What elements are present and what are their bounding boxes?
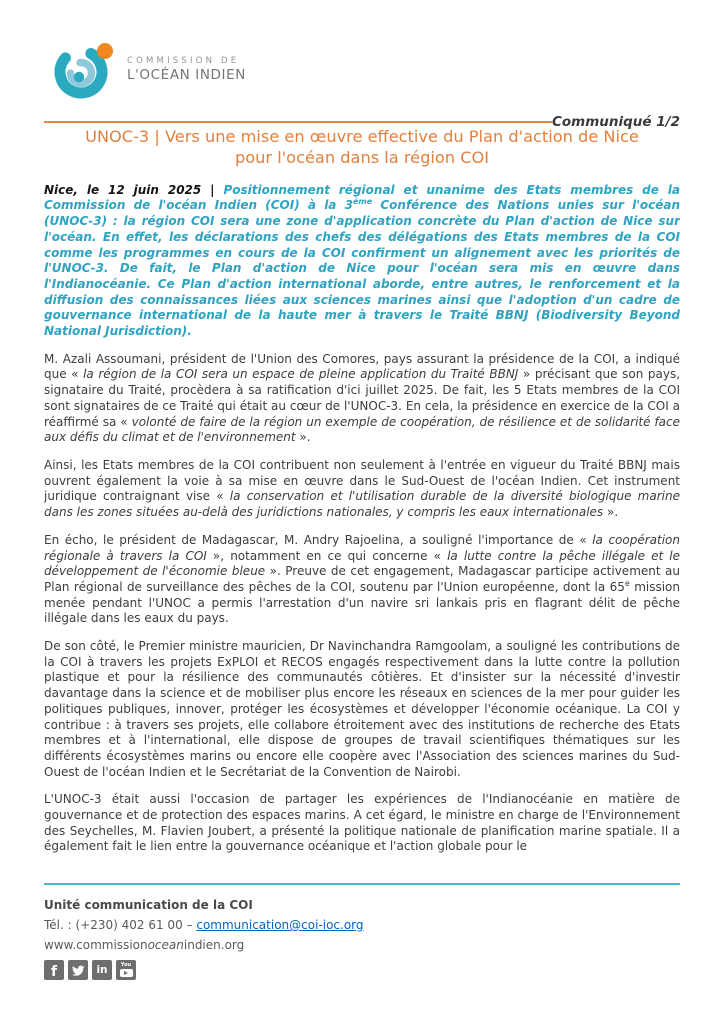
- body-paragraph: [44, 792, 680, 855]
- facebook-icon[interactable]: f: [44, 960, 64, 980]
- doc-label-text: Communiqué: [551, 114, 652, 130]
- text-segment: volonté de faire de la région un exemple de coopération, de résilience et de solidarité face aux défis du climat et de l'environnement: [44, 414, 680, 445]
- lead-sup: ème: [352, 197, 373, 207]
- text-segment: la conservation et l'utilisation durable de la diversité biologique marine dans les zones situées au-delà des juridictions nationales, y compris les eaux internationales: [44, 489, 680, 520]
- text-segment: mission menée pendant l'UNOC a permis l'arrestation d'un navire sri lankais pris en flagrant délit de pêche illégale dans les eaux du pays.: [44, 579, 680, 626]
- website-url-post: indien.org: [183, 938, 245, 952]
- website-url-italic: ocean: [147, 938, 184, 952]
- lead-text-before-sup: Positionnement régional et unanime des Etats membres de la Commission de l'océan Indien (COI) à la 3: [44, 182, 680, 213]
- body-paragraph: [44, 533, 680, 627]
- text-segment: ». Preuve de cet engagement, Madagascar participe activement au Plan régional de surveillance des pêches de la COI, soutenu par l'Union européenne, dont la 65: [44, 564, 680, 594]
- footer-website-line: [44, 938, 680, 952]
- text-segment: En écho, le président de Madagascar, M. Andry Rajoelina, a souligné l'importance de «: [44, 532, 593, 547]
- page-title-line2: pour l'océan dans la région COI: [234, 148, 490, 168]
- body: [44, 352, 680, 855]
- text-segment: De son côté, le Premier ministre mauricien, Dr Navinchandra Ramgoolam, a souligné les contributions de la COI à travers les projets ExPLOI et RECOS engagés respectivement dans la lutte contre la pollution plastique et pour la résilience des communautés côtières. Et d'insister sur la nécessité d'investir davantage dans la science et de mobiliser plus encore les réseaux en sciences de la mer pour guider les politiques publiques, innover, protéger les écosystèmes et développer l'économie océanique. La COI y contribue : à travers ses projets, elle collabore étroitement avec des institutions de recherche des Etats membres et à l'international, elle dispose de groupes de travail scientifiques thématiques sur les différents écosystèmes marins ou encore elle coopère avec l'Association des sciences marines du Sud-Ouest de l'océan Indien et le Secrétariat de la Convention de Nairobi.: [44, 639, 680, 779]
- youtube-icon-art: [120, 963, 133, 977]
- document-body-column: [44, 126, 680, 882]
- text-segment: la lutte contre la pêche illégale et le développement de l'économie bleue: [44, 548, 680, 579]
- twitter-icon[interactable]: [68, 960, 88, 980]
- header-divider: [44, 121, 552, 123]
- lead-paragraph: [44, 183, 680, 340]
- text-segment: e: [624, 578, 630, 588]
- coi-logo: [54, 40, 724, 100]
- page-title: [44, 126, 680, 169]
- text-segment: ».: [603, 505, 619, 520]
- footer-contact-line: [44, 918, 680, 932]
- text-segment: » précisant que son pays, signataire du Traité, procèdera à sa ratification d'ici juillet 2025. De fait, les 5 Etats membres de la COI sont signataires de ce Traité qui était au cœur de l'UNOC-3. En cela, la présidence en exercice de la COI a réaffirmé sa «: [44, 367, 680, 429]
- footer: [44, 883, 680, 980]
- linkedin-icon[interactable]: in: [92, 960, 112, 980]
- header: [0, 0, 724, 130]
- youtube-you-text: You: [120, 962, 132, 968]
- doc-page-number: 1/2: [656, 114, 680, 130]
- footer-divider: [44, 883, 680, 885]
- body-paragraph: [44, 639, 680, 780]
- footer-unit-title: Unité communication de la COI: [44, 898, 253, 912]
- youtube-tube-shape: [120, 969, 133, 977]
- text-segment: la coopération régionale à travers la COI: [44, 532, 680, 563]
- youtube-icon[interactable]: [116, 960, 136, 980]
- text-segment: », notamment en ce qui concerne «: [206, 548, 448, 563]
- coi-logo-icon: [54, 40, 116, 100]
- body-paragraph: [44, 352, 680, 446]
- logo-text: [127, 56, 246, 84]
- email-link[interactable]: communication@coi-ioc.org: [196, 918, 364, 932]
- logo-text-line2: L'OCÉAN INDIEN: [127, 66, 246, 83]
- dateline: Nice, le 12 juin 2025 |: [44, 182, 215, 197]
- text-segment: L'UNOC-3 était aussi l'occasion de partager les expériences de l'Indianocéanie en matière de gouvernance et de protection des espaces marins. A cet égard, le ministre en charge de l'Environnement des Seychelles, M. Flavien Joubert, a présenté la politique nationale de planification marine spatiale. Il a également fait le lien entre la gouvernance océanique et l'action globale pour le: [44, 792, 680, 854]
- text-segment: M. Azali Assoumani, président de l'Union des Comores, pays assurant la présidence de la COI, a indiqué que «: [44, 351, 680, 382]
- social-icons-row: [44, 960, 680, 980]
- phone-number: Tél. : (+230) 402 61 00 –: [44, 918, 197, 932]
- website-url-pre: www.commission: [44, 938, 148, 952]
- logo-text-line1: COMMISSION DE: [127, 56, 240, 67]
- text-segment: Ainsi, les Etats membres de la COI contribuent non seulement à l'entrée en vigueur du Traité BBNJ mais ouvrent également la voie à sa mise en œuvre dans le Sud-Ouest de l'océan Indien. Cet instrument juridique contraignant vise «: [44, 458, 680, 504]
- lead-text-after-sup: Conférence des Nations unies sur l'océan (UNOC-3) : la région COI sera une zone d'application concrète du Plan d'action de Nice sur l'océan. En effet, les déclarations des chefs des délégations des Etats membres de la COI comme les programmes en cours de la COI confirment un alignement avec les priorités de l'UNOC-3. De fait, le Plan d'action de Nice pour l'océan sera mis en œuvre dans l'Indianocéanie. Ce Plan d'action international aborde, entre autres, le renforcement et la diffusion des connaissances liées aux sciences marines ainsi que l'adoption d'un cadre de gouvernance international de la haute mer à travers le Traité BBNJ (Biodiversity Beyond National Jurisdiction).: [44, 198, 680, 339]
- page-title-line1: UNOC-3 | Vers une mise en œuvre effective du Plan d'action de Nice: [85, 127, 639, 146]
- text-segment: ».: [295, 430, 311, 445]
- body-paragraph: [44, 458, 680, 521]
- text-segment: la région de la COI sera un espace de pleine application du Traité BBNJ: [83, 367, 519, 382]
